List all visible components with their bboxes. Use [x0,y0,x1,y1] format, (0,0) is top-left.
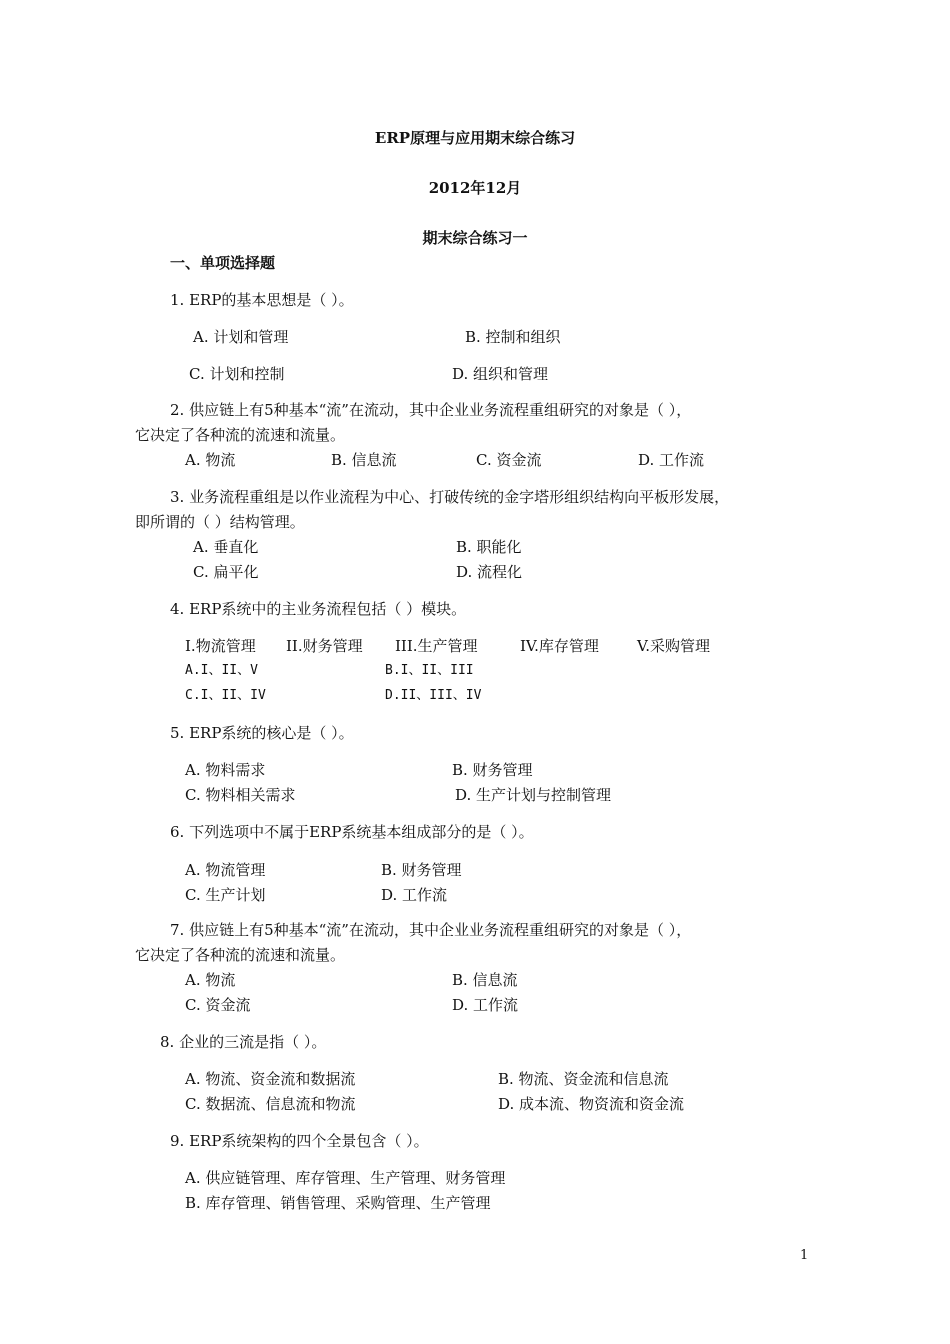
question-stem-continued: 即所谓的（ ）结构管理。 [135,513,305,531]
option-c: C. 资金流 [476,451,542,469]
option-a: A. 物流 [185,971,236,989]
option-a: A. 物料需求 [185,761,266,779]
option-c: C. 数据流、信息流和物流 [185,1095,356,1113]
date-line: 2012年12月 [428,179,522,197]
option-b: B. 物流、资金流和信息流 [498,1070,669,1088]
option-b: B. 职能化 [456,538,522,556]
option-d: D. 工作流 [638,451,705,469]
page-number: 1 [800,1248,809,1263]
module-item: II.财务管理 [286,637,363,655]
option-b: B. 控制和组织 [465,328,561,346]
question-stem: 9. ERP系统架构的四个全景包含（ ）。 [170,1132,429,1150]
question-stem-continued: 它决定了各种流的流速和流量。 [135,946,346,964]
option-c: C. 计划和控制 [189,365,285,383]
option-d: D. 生产计划与控制管理 [455,786,612,804]
option-c: C. 资金流 [185,996,251,1014]
option-d: D. 组织和管理 [452,365,549,383]
option-a: A. 计划和管理 [193,328,289,346]
question-stem: 5. ERP系统的核心是（ ）。 [170,724,354,742]
option-a: A. 物流 [185,451,236,469]
option-c: C. 生产计划 [185,886,266,904]
question-stem: 8. 企业的三流是指（ ）。 [160,1033,327,1051]
option-d: D. 流程化 [456,563,523,581]
option-a: A. 物流管理 [185,861,266,879]
option-c: C. 物料相关需求 [185,786,296,804]
module-item: III.生产管理 [395,637,478,655]
option-a: A. 物流、资金流和数据流 [185,1070,356,1088]
question-stem-continued: 它决定了各种流的流速和流量。 [135,426,346,444]
question-stem: 2. 供应链上有5种基本“流”在流动，其中企业业务流程重组研究的对象是（ ）， [170,401,692,419]
option-b: B. 财务管理 [381,861,462,879]
page-title: ERP原理与应用期末综合练习 [374,129,576,147]
question-stem: 1. ERP的基本思想是（ ）。 [170,291,354,309]
option-a: A. 供应链管理、库存管理、生产管理、财务管理 [185,1169,506,1187]
option-b: B. 财务管理 [452,761,533,779]
option-d: D. 工作流 [452,996,519,1014]
module-item: V.采购管理 [637,637,710,655]
option-d: D. 工作流 [381,886,448,904]
question-stem: 6. 下列选项中不属于ERP系统基本组成部分的是（ ）。 [170,823,534,841]
option-b: B.I、II、III [385,663,474,678]
option-b: B. 信息流 [452,971,518,989]
option-d: D. 成本流、物资流和资金流 [498,1095,685,1113]
practice-subtitle: 期末综合练习一 [422,229,528,247]
option-b: B. 信息流 [331,451,397,469]
section-heading: 一、单项选择题 [170,254,276,272]
option-a: A.I、II、V [185,663,258,678]
module-item: I.物流管理 [185,637,256,655]
option-d: D.II、III、IV [385,688,482,703]
option-c: C.I、II、IV [185,688,266,703]
option-c: C. 扁平化 [193,563,259,581]
question-stem: 7. 供应链上有5种基本“流”在流动，其中企业业务流程重组研究的对象是（ ）， [170,921,692,939]
module-item: IV.库存管理 [520,637,599,655]
option-b: B. 库存管理、销售管理、采购管理、生产管理 [185,1194,491,1212]
question-stem: 3. 业务流程重组是以作业流程为中心、打破传统的金字塔形组织结构向平板形发展， [170,488,730,506]
option-a: A. 垂直化 [193,538,259,556]
question-stem: 4. ERP系统中的主业务流程包括（ ）模块。 [170,600,467,618]
